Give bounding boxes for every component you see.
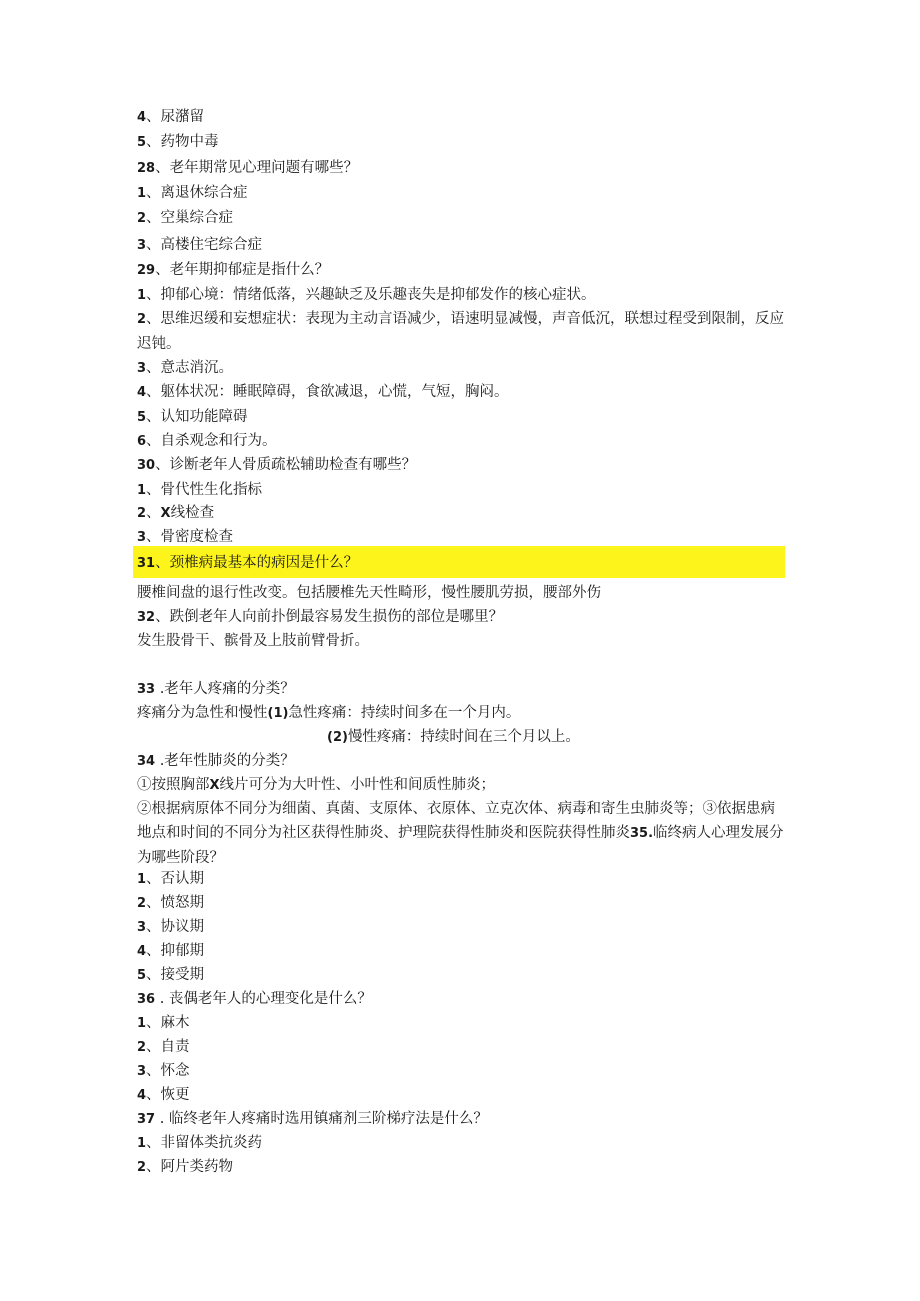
list-item: 5、认知功能障碍 [137,409,248,425]
list-item: 1、非留体类抗炎药 [137,1135,263,1151]
list-item: 5、接受期 [137,967,205,983]
question-heading: 29、老年期抑郁症是指什么？ [137,262,330,278]
list-item: 2、阿片类药物 [137,1159,234,1175]
answer-text: 发生股骨干、髌骨及上肢前臂骨折。 [137,633,369,649]
answer-text: 腰椎间盘的退行性改变。包括腰椎先天性畸形，慢性腰肌劳损，腰部外伤 [137,585,601,601]
question-heading: 32、跌倒老年人向前扑倒最容易发生损伤的部位是哪里？ [137,609,504,625]
list-item: 4、躯体状况：睡眠障碍，食欲减退，心慌，气短，胸闷。 [137,384,509,400]
list-item: 3、协议期 [137,919,205,935]
list-item: 1、否认期 [137,871,205,887]
list-item: 4、抑郁期 [137,943,205,959]
list-item: 3、意志消沉。 [137,360,234,376]
list-item: 3、高楼住宅综合症 [137,237,263,253]
list-item: 3、骨密度检查 [137,529,234,545]
list-item: 3、怀念 [137,1063,190,1079]
list-item: 2、X线检查 [137,505,215,521]
question-heading: 30、诊断老年人骨质疏松辅助检查有哪些？ [137,457,417,473]
answer-text: ①按照胸部X线片可分为大叶性、小叶性和间质性肺炎； [137,777,496,793]
list-item: 2、自责 [137,1039,190,1055]
list-item: 1、麻木 [137,1015,190,1031]
list-item: 4、恢更 [137,1087,190,1103]
list-item: 4、尿潴留 [137,109,205,125]
question-heading-highlighted: 31、颈椎病最基本的病因是什么？ [137,555,359,571]
question-heading: 28、老年期常见心理问题有哪些？ [137,160,359,176]
question-heading: 33 .老年人疼痛的分类？ [137,681,295,697]
answer-text: (2)慢性疼痛：持续时间在三个月以上。 [327,729,580,745]
list-item: 6、自杀观念和行为。 [137,433,277,449]
list-item: 2、愤怒期 [137,895,205,911]
answer-text: 疼痛分为急性和慢性(1)急性疼痛：持续时间多在一个月内。 [137,705,521,721]
list-item: 5、药物中毒 [137,134,219,150]
answer-paragraph: ②根据病原体不同分为细菌、真菌、支原体、衣原体、立克次体、病毒和寄生虫肺炎等；③依据患病地点和时间的不同分为社区获得性肺炎、护理院获得性肺炎和医院获得性肺炎35.临终病人心理发展分为哪些阶段？ [137,801,784,866]
list-item: 1、骨代性生化指标 [137,482,263,498]
question-heading: 36 . 丧偶老年人的心理变化是什么？ [137,991,372,1007]
list-item: 1、抑郁心境：情绪低落，兴趣缺乏及乐趣丧失是抑郁发作的核心症状。 [137,287,596,303]
question-heading: 34 .老年性肺炎的分类？ [137,753,295,769]
list-item: 2、思维迟缓和妄想症状：表现为主动言语减少，语速明显减慢，声音低沉，联想过程受到限制，反应迟钝。 [137,311,785,352]
list-item: 2、空巢综合症 [137,210,234,226]
question-heading: 37 . 临终老年人疼痛时选用镇痛剂三阶梯疗法是什么？ [137,1111,488,1127]
list-item: 1、离退休综合症 [137,185,248,201]
